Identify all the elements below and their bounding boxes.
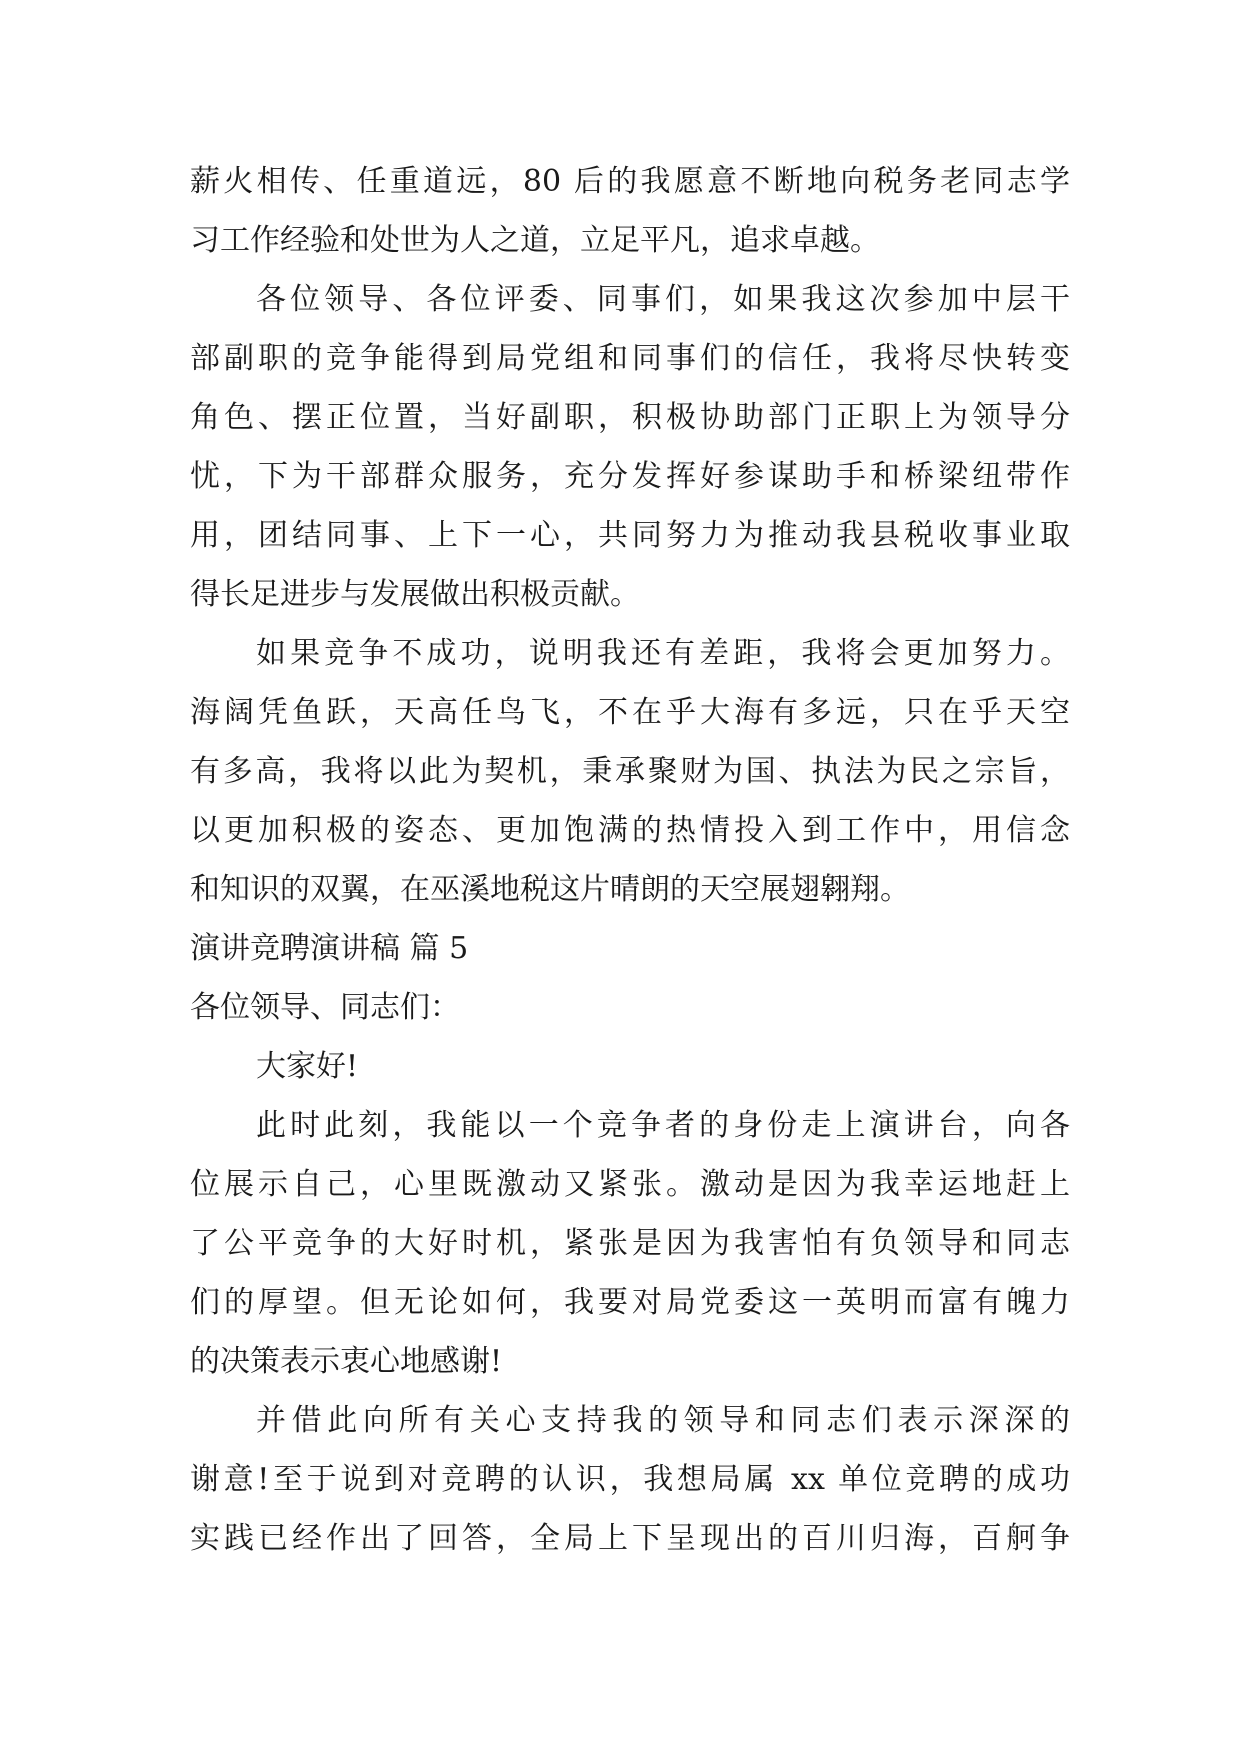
text-line: 各位领导、同志们：	[190, 990, 460, 1025]
text-line: 谢意!至于说到对竞聘的认识，我想局属 xx 单位竞聘的成功	[190, 1462, 1070, 1497]
text-line: 用，团结同事、上下一心，共同努力为推动我县税收事业取	[190, 518, 1070, 553]
text-line: 有多高，我将以此为契机，秉承聚财为国、执法为民之宗旨，	[190, 754, 1070, 789]
text-line: 此时此刻，我能以一个竞争者的身份走上演讲台，向各	[256, 1108, 1070, 1143]
text-line: 海阔凭鱼跃，天高任鸟飞，不在乎大海有多远，只在乎天空	[190, 695, 1070, 730]
text-line: 得长足进步与发展做出积极贡献。	[190, 577, 640, 612]
text-line: 如果竞争不成功，说明我还有差距，我将会更加努力。	[256, 636, 1070, 671]
text-line: 各位领导、各位评委、同事们，如果我这次参加中层干	[256, 282, 1070, 317]
text-line: 忧，下为干部群众服务，充分发挥好参谋助手和桥梁纽带作	[190, 459, 1070, 494]
text-line: 角色、摆正位置，当好副职，积极协助部门正职上为领导分	[190, 400, 1070, 435]
text-line: 的决策表示衷心地感谢!	[190, 1344, 503, 1379]
text-line: 以更加积极的姿态、更加饱满的热情投入到工作中，用信念	[190, 813, 1070, 848]
text-line: 大家好!	[256, 1049, 359, 1084]
text-line: 实践已经作出了回答，全局上下呈现出的百川归海，百舸争	[190, 1521, 1070, 1556]
text-line: 和知识的双翼，在巫溪地税这片晴朗的天空展翅翱翔。	[190, 872, 910, 907]
text-line: 位展示自己，心里既激动又紧张。激动是因为我幸运地赶上	[190, 1167, 1070, 1202]
text-line: 习工作经验和处世为人之道，立足平凡，追求卓越。	[190, 223, 880, 258]
text-line: 薪火相传、任重道远，80 后的我愿意不断地向税务老同志学	[190, 164, 1070, 199]
text-line: 们的厚望。但无论如何，我要对局党委这一英明而富有魄力	[190, 1285, 1070, 1320]
text-line: 了公平竞争的大好时机，紧张是因为我害怕有负领导和同志	[190, 1226, 1070, 1261]
text-line: 演讲竞聘演讲稿 篇 5	[190, 931, 469, 966]
document-body	[190, 152, 1070, 1568]
text-line: 并借此向所有关心支持我的领导和同志们表示深深的	[256, 1403, 1070, 1438]
text-line: 部副职的竞争能得到局党组和同事们的信任，我将尽快转变	[190, 341, 1070, 376]
